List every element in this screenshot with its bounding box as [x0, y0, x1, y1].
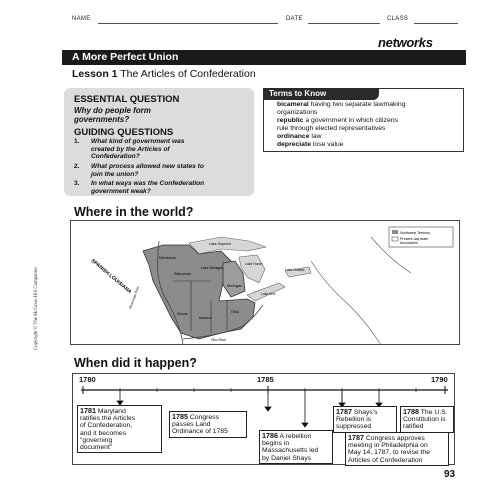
essential-question-line1: Why do people form	[74, 106, 151, 115]
class-field[interactable]	[414, 23, 458, 24]
class-label: CLASS	[387, 16, 409, 22]
lake-superior-label: Lake Superior	[209, 242, 232, 246]
michigan-label: Michigan	[227, 284, 243, 288]
when-heading: When did it happen?	[74, 356, 197, 370]
essential-question-heading: ESSENTIAL QUESTION	[74, 94, 180, 105]
event-1787-shays: 1787 Shays's Rebellion is suppressed	[333, 406, 397, 433]
guiding-question-3: 3. In what ways was the Confederation government weak?	[74, 180, 205, 195]
name-label: NAME	[72, 16, 91, 22]
terms-to-know-box	[263, 88, 464, 152]
wisconsin-label: Wisconsin	[174, 272, 192, 276]
event-1788: 1788 The U.S. Constitution is ratified	[400, 406, 454, 433]
term-depreciate: depreciate lose value	[277, 141, 344, 148]
legend-territory-label: Northwest Territory	[400, 231, 431, 235]
minnesota-label: Minnesota	[159, 256, 176, 260]
essential-question-line2: governments?	[74, 115, 130, 124]
guiding-question-2: 2. What process allowed new states to join the union?	[74, 163, 204, 178]
page-number: 93	[444, 469, 456, 480]
map-graphic	[71, 221, 460, 345]
lesson-title	[72, 68, 256, 80]
indiana-label: Indiana	[199, 316, 212, 320]
name-field[interactable]	[98, 23, 278, 24]
copyright-notice: Copyright © The McGraw-Hill Companies	[34, 267, 39, 350]
chapter-title-bar: A More Perfect Union	[62, 50, 466, 65]
networks-logo: networks	[378, 35, 433, 50]
event-1787-philadelphia: 1787 Congress approves meeting in Philadelphia on May 14, 1787, to revise the Articles of Confederation	[345, 432, 449, 466]
guiding-question-1: 1. What kind of government was created by the Articles of Confederation?	[74, 138, 185, 161]
term-republic: republic a government in which citizens rule through elected representatives	[277, 117, 398, 132]
legend-swatch-territory	[392, 230, 398, 234]
legend-swatch-state	[392, 237, 398, 241]
term-ordinance: ordinance law	[277, 133, 322, 140]
ohio-label: Ohio	[231, 310, 240, 314]
mississippi-river-label: Mississippi River	[128, 285, 141, 310]
terms-heading: Terms to Know	[263, 88, 379, 100]
essential-question-box	[64, 88, 254, 196]
date-field[interactable]	[308, 23, 380, 24]
timeline	[72, 373, 455, 465]
spanish-louisiana-label: SPANISH LOUISIANA	[89, 257, 133, 296]
lesson-name: The Articles of Confederation	[120, 68, 256, 80]
guiding-questions-heading: GUIDING QUESTIONS	[74, 127, 174, 138]
ohio-river-label: Ohio River	[211, 338, 227, 342]
date-label: DATE	[286, 16, 303, 22]
lake-ontario-label: Lake Ontario	[285, 268, 305, 272]
legend-state-label-2: boundaries	[400, 241, 418, 245]
event-1785: 1785 Congress passes Land Ordinance of 1785	[169, 411, 247, 438]
timeline-year-1785: 1785	[257, 375, 274, 384]
legend-state-label: Present-day state	[400, 237, 429, 241]
event-1781: 1781 Maryland ratifies the Articles of Confederation, and it becomes "governing document"	[77, 405, 162, 453]
event-1786: 1786 A rebellion begins in Massachusetts led by Daniel Shays	[259, 430, 333, 464]
term-bicameral: bicameral having two separate lawmaking organizations	[277, 101, 406, 116]
lake-huron-label: Lake Huron	[245, 262, 263, 266]
lake-erie-label: Lake Erie	[261, 292, 276, 296]
illinois-label: Illinois	[177, 312, 188, 316]
timeline-year-1790: 1790	[431, 375, 448, 384]
lake-michigan-label: Lake Michigan	[201, 266, 223, 270]
northwest-territory-map	[70, 220, 460, 345]
where-heading: Where in the world?	[74, 205, 194, 219]
timeline-year-1780: 1780	[79, 375, 96, 384]
lesson-number: Lesson 1	[72, 68, 118, 80]
